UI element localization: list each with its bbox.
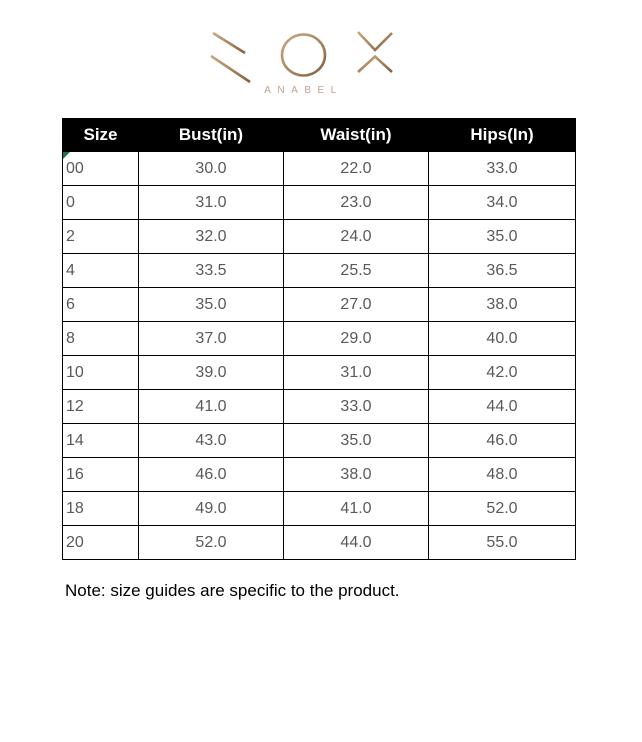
column-header-bust: Bust(in) <box>139 119 284 152</box>
bust-cell: 49.0 <box>139 492 284 526</box>
table-row <box>63 492 576 526</box>
hips-cell: 35.0 <box>429 220 576 254</box>
table-row <box>63 186 576 220</box>
waist-cell: 33.0 <box>284 390 429 424</box>
table-row <box>63 254 576 288</box>
waist-cell: 23.0 <box>284 186 429 220</box>
hips-cell: 33.0 <box>429 152 576 186</box>
hips-cell: 44.0 <box>429 390 576 424</box>
size-cell: 2 <box>63 220 139 254</box>
size-cell <box>63 152 139 186</box>
size-cell: 10 <box>63 356 139 390</box>
size-cell: 6 <box>63 288 139 322</box>
size-guide-note: Note: size guides are specific to the product. <box>65 581 400 600</box>
waist-cell: 35.0 <box>284 424 429 458</box>
table-row <box>63 390 576 424</box>
bust-cell: 35.0 <box>139 288 284 322</box>
hips-cell: 46.0 <box>429 424 576 458</box>
bust-cell: 43.0 <box>139 424 284 458</box>
size-cell: 8 <box>63 322 139 356</box>
bust-cell: 31.0 <box>139 186 284 220</box>
size-value: 00 <box>66 159 84 177</box>
table-row <box>63 288 576 322</box>
column-header-hips: Hips(In) <box>429 119 576 152</box>
size-chart-table <box>62 118 576 560</box>
hips-cell: 52.0 <box>429 492 576 526</box>
waist-cell: 41.0 <box>284 492 429 526</box>
bust-cell: 33.5 <box>139 254 284 288</box>
logo-letter-o <box>282 35 325 76</box>
brand-subname: ANABEL <box>264 85 343 96</box>
bust-cell: 30.0 <box>139 152 284 186</box>
table-row <box>63 458 576 492</box>
bust-cell: 37.0 <box>139 322 284 356</box>
waist-cell: 31.0 <box>284 356 429 390</box>
waist-cell: 24.0 <box>284 220 429 254</box>
table-row <box>63 424 576 458</box>
hips-cell: 40.0 <box>429 322 576 356</box>
logo-letter-n <box>211 33 250 82</box>
waist-cell: 44.0 <box>284 526 429 560</box>
cell-error-indicator-icon <box>63 152 70 159</box>
size-cell: 4 <box>63 254 139 288</box>
bust-cell: 52.0 <box>139 526 284 560</box>
header-row <box>63 119 576 152</box>
size-cell: 0 <box>63 186 139 220</box>
logo-letter-x <box>358 32 392 72</box>
waist-cell: 27.0 <box>284 288 429 322</box>
hips-cell: 36.5 <box>429 254 576 288</box>
waist-cell: 29.0 <box>284 322 429 356</box>
table-row <box>63 220 576 254</box>
hips-cell: 48.0 <box>429 458 576 492</box>
table-row <box>63 152 576 186</box>
table-row <box>63 526 576 560</box>
waist-cell: 25.5 <box>284 254 429 288</box>
table-row <box>63 322 576 356</box>
hips-cell: 34.0 <box>429 186 576 220</box>
waist-cell: 22.0 <box>284 152 429 186</box>
size-cell: 12 <box>63 390 139 424</box>
size-cell: 16 <box>63 458 139 492</box>
bust-cell: 39.0 <box>139 356 284 390</box>
column-header-size: Size <box>63 119 139 152</box>
size-cell: 20 <box>63 526 139 560</box>
bust-cell: 41.0 <box>139 390 284 424</box>
hips-cell: 38.0 <box>429 288 576 322</box>
size-cell: 14 <box>63 424 139 458</box>
size-cell: 18 <box>63 492 139 526</box>
column-header-waist: Waist(in) <box>284 119 429 152</box>
hips-cell: 55.0 <box>429 526 576 560</box>
waist-cell: 38.0 <box>284 458 429 492</box>
bust-cell: 32.0 <box>139 220 284 254</box>
hips-cell: 42.0 <box>429 356 576 390</box>
bust-cell: 46.0 <box>139 458 284 492</box>
table-row <box>63 356 576 390</box>
